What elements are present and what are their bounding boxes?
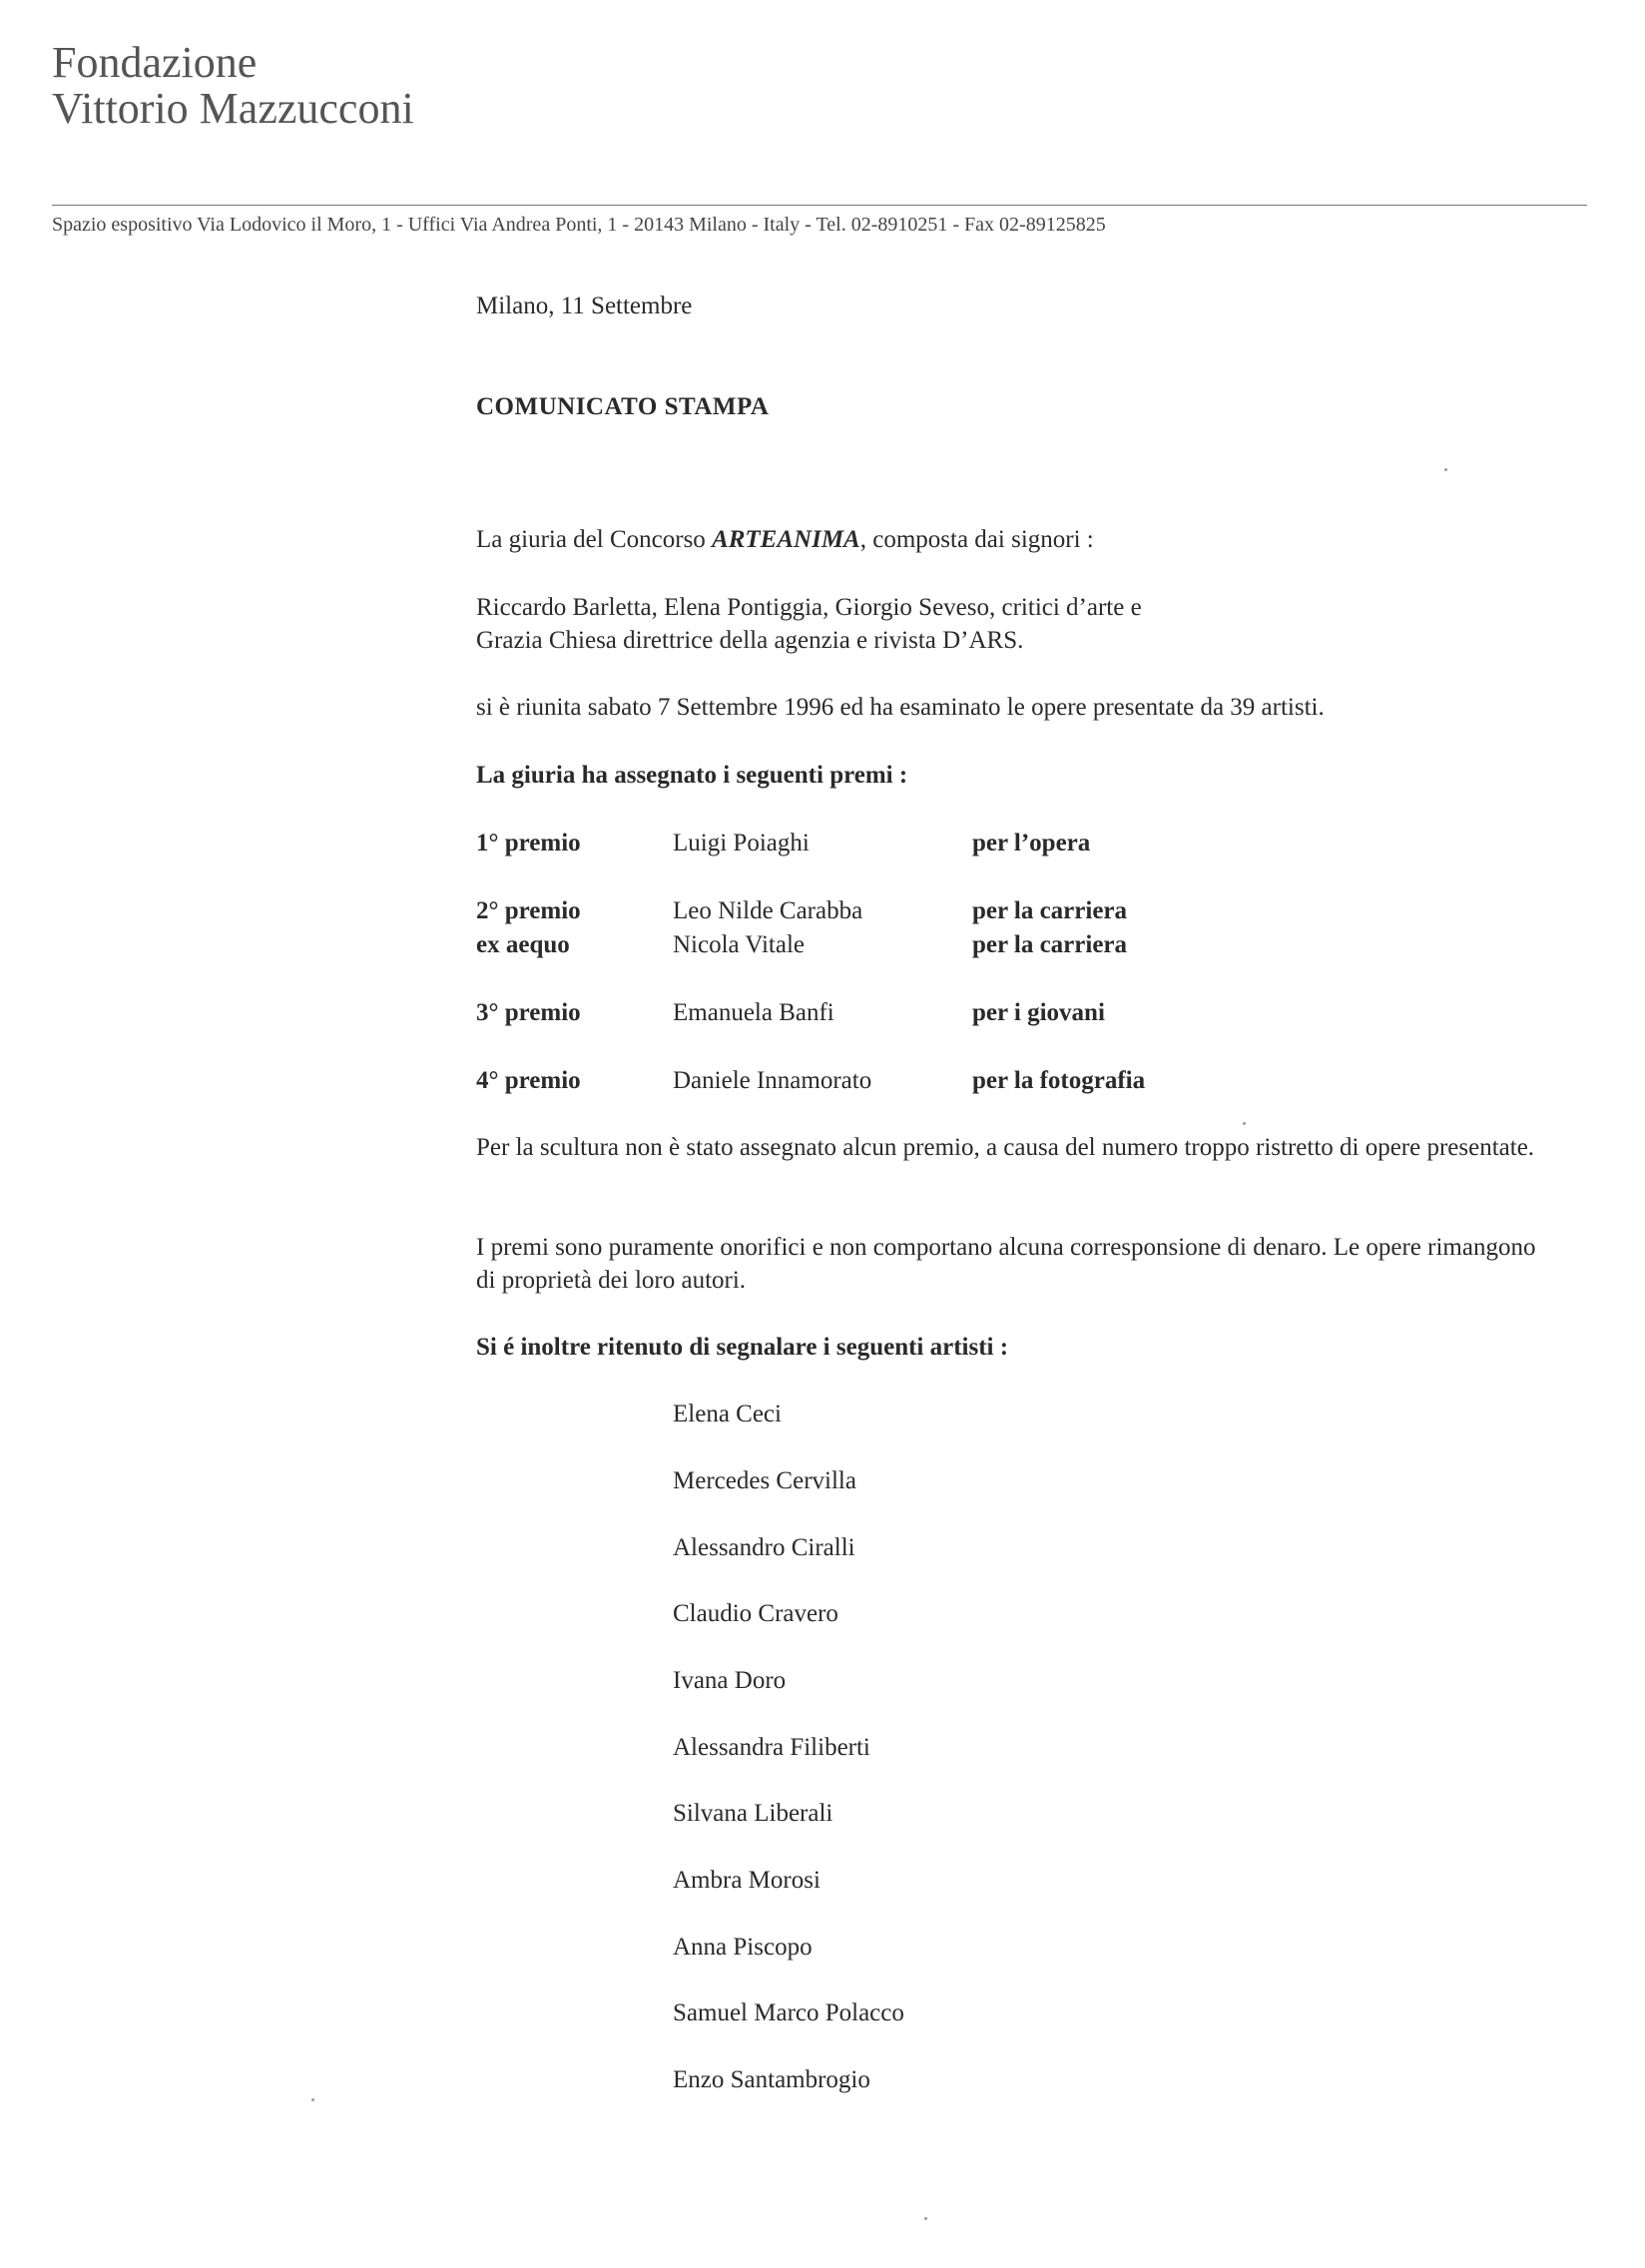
- jury-paragraph: [476, 591, 1574, 657]
- address-line: Spazio espositivo Via Lodovico il Moro, 1 - Uffici Via Andrea Ponti, 1 - 20143 Milano - Italy - Tel. 02-8910251 - Fax 02-89125825: [52, 214, 1106, 236]
- sculpture-note: Per la scultura non è stato assegnato alcun premio, a causa del numero troppo ristretto di opere presentate.: [476, 1134, 1535, 1161]
- prize-rank: 2° premio: [476, 897, 581, 924]
- scan-speck: [311, 2098, 314, 2101]
- jury-line-2: Grazia Chiesa direttrice della agenzia e rivista D’ARS.: [476, 627, 1024, 654]
- mention-item: Samuel Marco Polacco: [673, 1999, 904, 2026]
- prize-category: per l’opera: [972, 830, 1091, 856]
- mention-item: Enzo Santambrogio: [673, 2066, 870, 2093]
- prize-winner: Nicola Vitale: [673, 931, 806, 958]
- mention-item: Silvana Liberali: [673, 1800, 833, 1827]
- scan-speck: [1243, 1122, 1246, 1125]
- contest-name: ARTEANIMA: [712, 526, 860, 553]
- mention-item: Ambra Morosi: [673, 1867, 821, 1894]
- scan-speck: [924, 2217, 927, 2220]
- letter-date: Milano, 11 Settembre: [476, 292, 693, 319]
- org-name-line1: Fondazione: [52, 38, 258, 87]
- intro-suffix: , composta dai signori :: [859, 526, 1094, 553]
- prize-category: per la fotografia: [972, 1067, 1146, 1094]
- prize-winner: Leo Nilde Carabba: [673, 897, 863, 924]
- org-name-line2: Vittorio Mazzucconi: [52, 84, 414, 133]
- prize-category: per la carriera: [972, 931, 1128, 958]
- mention-item: Ivana Doro: [673, 1667, 787, 1694]
- prize-rank: 4° premio: [476, 1067, 581, 1094]
- prize-category: per la carriera: [972, 897, 1128, 924]
- prize-winner: Luigi Poiaghi: [673, 830, 810, 856]
- prize-rank: 1° premio: [476, 830, 581, 856]
- mentions-heading: Si é inoltre ritenuto di segnalare i seguenti artisti :: [476, 1334, 1009, 1361]
- header-rule: [52, 205, 1587, 206]
- mention-item: Mercedes Cervilla: [673, 1467, 856, 1494]
- mention-item: Alessandra Filiberti: [673, 1734, 870, 1761]
- prizes-heading: La giuria ha assegnato i seguenti premi :: [476, 762, 908, 789]
- meeting-paragraph: si è riunita sabato 7 Settembre 1996 ed ha esaminato le opere presentate da 39 artisti.: [476, 694, 1325, 721]
- prize-category: per i giovani: [972, 999, 1105, 1026]
- scan-speck: [1444, 468, 1447, 471]
- honorary-note: I premi sono puramente onorifici e non comportano alcuna corresponsione di denaro. Le opere rimangono di proprietà dei loro autori.: [476, 1234, 1536, 1294]
- prize-rank: 3° premio: [476, 999, 581, 1026]
- letterhead: [52, 40, 414, 132]
- letter-title: COMUNICATO STAMPA: [476, 393, 770, 420]
- mention-item: Alessandro Ciralli: [673, 1534, 855, 1561]
- prize-winner: Daniele Innamorato: [673, 1067, 872, 1094]
- prize-winner: Emanuela Banfi: [673, 999, 834, 1026]
- prize-rank: ex aequo: [476, 931, 570, 958]
- mention-item: Anna Piscopo: [673, 1934, 813, 1961]
- jury-line-1: Riccardo Barletta, Elena Pontiggia, Giorgio Seveso, critici d’arte e: [476, 594, 1142, 621]
- intro-prefix: La giuria del Concorso: [476, 526, 713, 553]
- mention-item: Elena Ceci: [673, 1401, 782, 1427]
- intro-paragraph: [476, 523, 1574, 556]
- mention-item: Claudio Cravero: [673, 1600, 838, 1627]
